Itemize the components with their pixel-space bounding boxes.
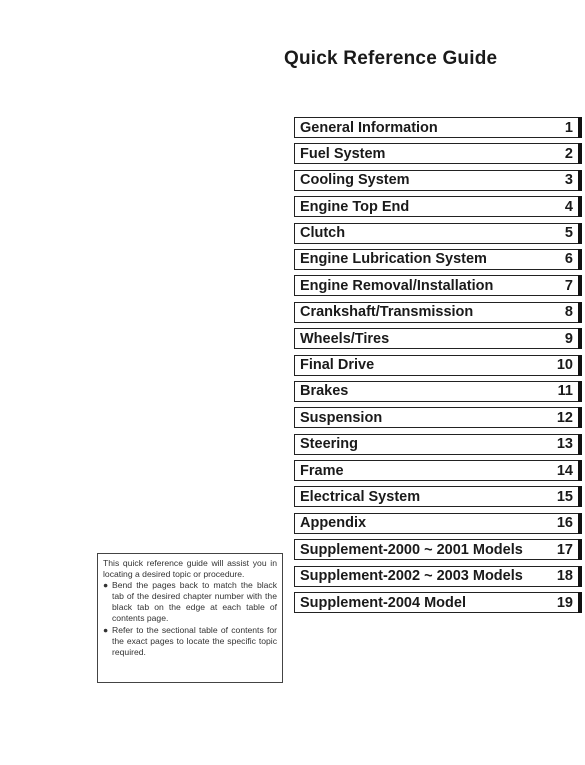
- toc-item-label: Appendix: [300, 515, 367, 532]
- chapter-tab-marker: [578, 592, 582, 613]
- toc-item-fuel-system[interactable]: [294, 143, 582, 164]
- chapter-tab-marker: [578, 434, 582, 455]
- toc-item-number: 2: [564, 145, 573, 162]
- chapter-tab-marker: [578, 117, 582, 138]
- toc-item-wheels-tires[interactable]: [294, 328, 582, 349]
- toc-item-number: 10: [556, 357, 573, 374]
- toc-item-label: Cooling System: [300, 172, 410, 189]
- note-bullet-item: [103, 625, 277, 658]
- toc-item-label: Brakes: [300, 383, 349, 400]
- toc-item-suspension[interactable]: [294, 407, 582, 428]
- toc-item-number: 17: [556, 541, 573, 558]
- toc-item-label: Supplement-2002 ~ 2003 Models: [300, 568, 523, 585]
- note-intro: This quick reference guide will assist you in locating a desired topic or procedure.: [103, 558, 277, 580]
- bullet-icon: ●: [103, 624, 109, 635]
- toc-item-label: Engine Lubrication System: [300, 251, 487, 268]
- toc-item-steering[interactable]: [294, 434, 582, 455]
- toc-item-number: 1: [564, 119, 573, 136]
- chapter-tab-marker: [578, 223, 582, 244]
- toc-item-engine-removal-installation[interactable]: [294, 275, 582, 296]
- toc-item-label: Crankshaft/Transmission: [300, 304, 474, 321]
- chapter-tab-marker: [578, 275, 582, 296]
- toc-item-number: 5: [564, 225, 573, 242]
- toc-item-label: Frame: [300, 462, 344, 479]
- chapter-tab-marker: [578, 328, 582, 349]
- toc-item-number: 13: [556, 436, 573, 453]
- toc-item-engine-top-end[interactable]: [294, 196, 582, 217]
- toc-item-supplement-2002-2003[interactable]: [294, 566, 582, 587]
- toc-item-label: Supplement-2000 ~ 2001 Models: [300, 541, 523, 558]
- toc-item-number: 14: [556, 462, 573, 479]
- toc-item-label: Engine Top End: [300, 198, 410, 215]
- toc-item-final-drive[interactable]: [294, 355, 582, 376]
- table-of-contents: [294, 117, 582, 618]
- chapter-tab-marker: [578, 407, 582, 428]
- toc-item-label: Fuel System: [300, 145, 386, 162]
- toc-item-number: 15: [556, 488, 573, 505]
- toc-item-number: 9: [564, 330, 573, 347]
- toc-item-appendix[interactable]: [294, 513, 582, 534]
- toc-item-label: Clutch: [300, 225, 346, 242]
- toc-item-number: 19: [556, 594, 573, 611]
- note-bullet-list: [103, 580, 277, 658]
- chapter-tab-marker: [578, 513, 582, 534]
- chapter-tab-marker: [578, 566, 582, 587]
- toc-item-label: Wheels/Tires: [300, 330, 390, 347]
- toc-item-number: 7: [564, 277, 573, 294]
- toc-item-supplement-2004[interactable]: [294, 592, 582, 613]
- chapter-tab-marker: [578, 460, 582, 481]
- toc-item-number: 6: [564, 251, 573, 268]
- page-title: Quick Reference Guide: [284, 48, 498, 69]
- toc-item-label: Steering: [300, 436, 359, 453]
- toc-item-number: 8: [564, 304, 573, 321]
- toc-item-supplement-2000-2001[interactable]: [294, 539, 582, 560]
- toc-item-label: Engine Removal/Installation: [300, 277, 494, 294]
- toc-item-number: 3: [564, 172, 573, 189]
- toc-item-general-information[interactable]: [294, 117, 582, 138]
- chapter-tab-marker: [578, 143, 582, 164]
- chapter-tab-marker: [578, 302, 582, 323]
- chapter-tab-marker: [578, 196, 582, 217]
- chapter-tab-marker: [578, 539, 582, 560]
- toc-item-clutch[interactable]: [294, 223, 582, 244]
- note-bullet-item: [103, 580, 277, 624]
- toc-item-engine-lubrication-system[interactable]: [294, 249, 582, 270]
- chapter-tab-marker: [578, 355, 582, 376]
- toc-item-number: 18: [556, 568, 573, 585]
- toc-item-label: Electrical System: [300, 488, 421, 505]
- chapter-tab-marker: [578, 486, 582, 507]
- reference-guide-note: [97, 553, 283, 683]
- toc-item-label: General Information: [300, 119, 438, 136]
- chapter-tab-marker: [578, 381, 582, 402]
- toc-item-frame[interactable]: [294, 460, 582, 481]
- chapter-tab-marker: [578, 170, 582, 191]
- bullet-icon: ●: [103, 580, 109, 591]
- toc-item-label: Final Drive: [300, 357, 375, 374]
- toc-item-number: 16: [556, 515, 573, 532]
- toc-item-label: Supplement-2004 Model: [300, 594, 466, 611]
- toc-item-electrical-system[interactable]: [294, 486, 582, 507]
- toc-item-brakes[interactable]: [294, 381, 582, 402]
- toc-item-label: Suspension: [300, 409, 383, 426]
- toc-item-number: 4: [564, 198, 573, 215]
- chapter-tab-marker: [578, 249, 582, 270]
- toc-item-cooling-system[interactable]: [294, 170, 582, 191]
- note-bullet-text: Bend the pages back to match the black tab of the desired chapter number with the black tab on the edge at each table of contents page.: [112, 580, 277, 624]
- toc-item-number: 12: [556, 409, 573, 426]
- toc-item-crankshaft-transmission[interactable]: [294, 302, 582, 323]
- note-bullet-text: Refer to the sectional table of contents for the exact pages to locate the specific topic required.: [112, 624, 277, 657]
- toc-item-number: 11: [557, 383, 573, 400]
